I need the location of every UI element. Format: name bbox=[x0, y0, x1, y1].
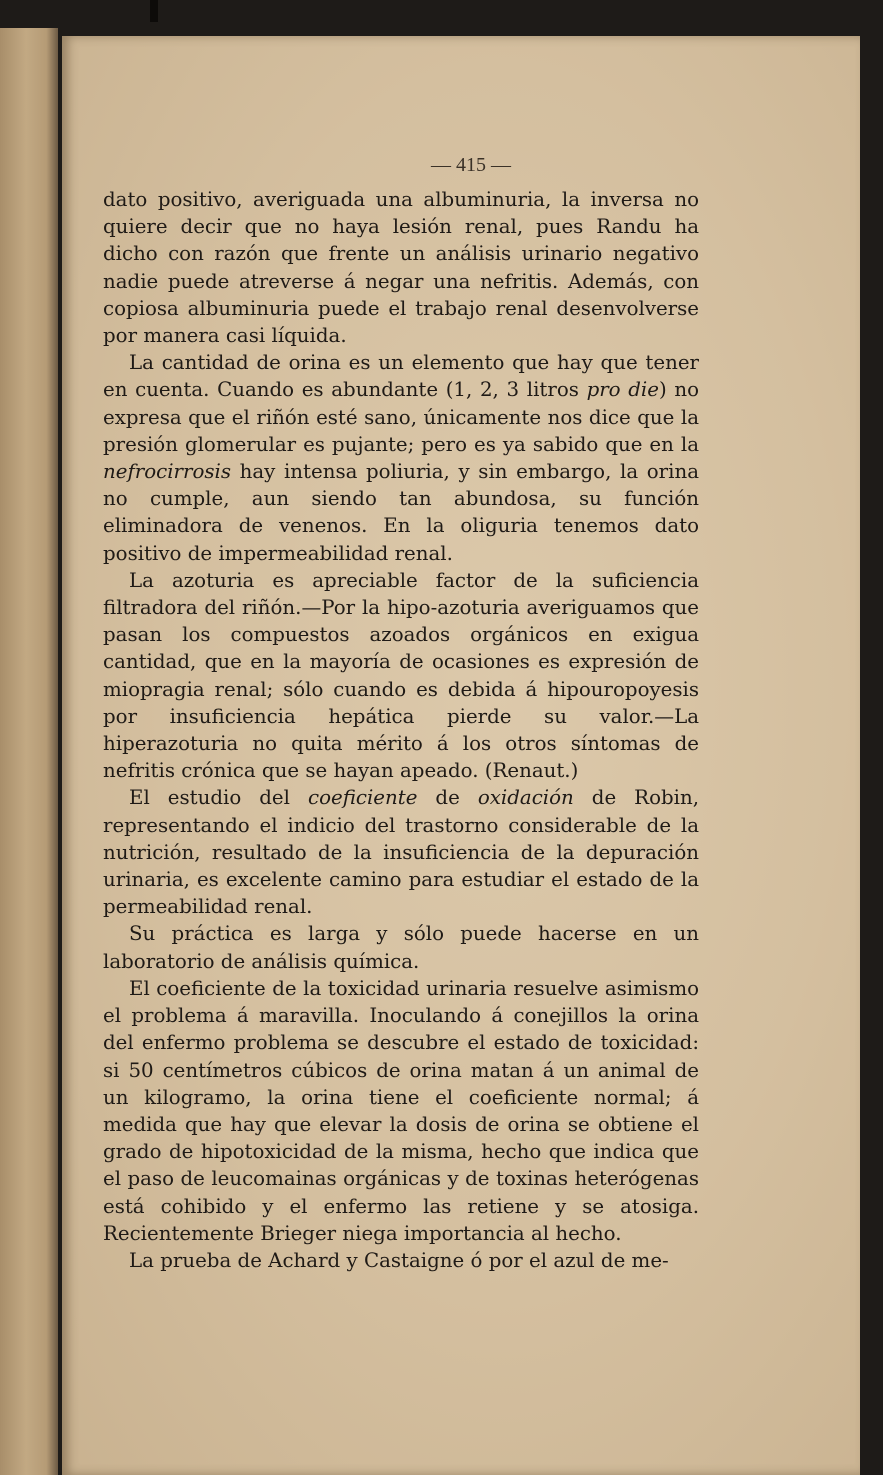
text-run: ) no expresa que el riñón esté sano, únicamente nos dice que la presión glomerular es pujante; pero es ya sabido que en la bbox=[103, 378, 700, 456]
body-text bbox=[103, 186, 699, 1274]
page-number: — 415 — bbox=[431, 154, 511, 176]
facing-page-edge bbox=[0, 28, 58, 1475]
italic-term: nefrocirrosis bbox=[103, 460, 231, 484]
binding-mark bbox=[150, 0, 158, 22]
text-run: de Robin, representando el indicio del trastorno considerable de la nutrición, resultado de la insuficiencia de la depuración urinaria, es excelente camino para estudiar el estado de la permeabilidad renal. bbox=[103, 786, 699, 919]
paragraph bbox=[103, 1247, 699, 1274]
text-run: La cantidad de orina es un elemento que hay que tener en cuenta. Cuando es abundante (1, 2, 3 litros bbox=[103, 351, 699, 402]
text-run: Su práctica es larga y sólo puede hacerse en un laboratorio de análisis química. bbox=[103, 922, 699, 973]
text-run: La prueba de Achard y Castaigne ó por el azul de me- bbox=[129, 1248, 669, 1272]
paragraph bbox=[103, 349, 699, 567]
text-run: La azoturia es apreciable factor de la suficiencia filtradora del riñón.—Por la hipo-azoturia averiguamos que pasan los compuestos azoados orgánicos en exigua cantidad, que en la mayoría de ocasiones es expresión de miopragia renal; sólo cuando es debida á hipouropoyesis por insuficiencia hepática pierde su valor.—La hiperazoturia no quita mérito á los otros síntomas de nefritis crónica que se hayan apeado. (Renaut.) bbox=[103, 568, 699, 783]
text-run: hay intensa poliuria, y sin embargo, la orina no cumple, aun siendo tan abundosa, su función eliminadora de venenos. En la oliguria tenemos dato positivo de impermeabilidad renal. bbox=[103, 460, 699, 565]
text-run: El estudio del bbox=[129, 786, 308, 810]
paragraph bbox=[103, 567, 699, 785]
text-run: El coeficiente de la toxicidad urinaria resuelve asimismo el problema á maravilla. Inoculando á conejillos la orina del enfermo problema se descubre el estado de toxicidad: si 50 centímetros cúbicos de orina matan á un animal de un kilogramo, la orina tiene el coeficiente normal; á medida que hay que elevar la dosis de orina se obtiene el grado de hipotoxicidad de la misma, hecho que indica que el paso de leucomainas orgánicas y de toxinas heterógenas está cohibido y el enfermo las retiene y se atosiga. Recientemente Brieger niega importancia al hecho. bbox=[103, 976, 699, 1245]
text-run: de bbox=[417, 786, 478, 810]
italic-term: oxidación bbox=[477, 786, 574, 810]
paragraph bbox=[103, 186, 699, 349]
paragraph bbox=[103, 784, 699, 920]
italic-term: coeficiente bbox=[308, 786, 418, 810]
italic-term: pro die bbox=[586, 378, 659, 402]
book-page bbox=[62, 36, 860, 1475]
paragraph bbox=[103, 975, 699, 1247]
paragraph bbox=[103, 920, 699, 974]
text-run: dato positivo, averiguada una albuminuria, la inversa no quiere decir que no haya lesión renal, pues Randu ha dicho con razón que frente un análisis urinario negativo nadie puede atreverse á negar una nefritis. Además, con copiosa albuminuria puede el trabajo renal desenvolverse por manera casi líquida. bbox=[103, 188, 699, 348]
